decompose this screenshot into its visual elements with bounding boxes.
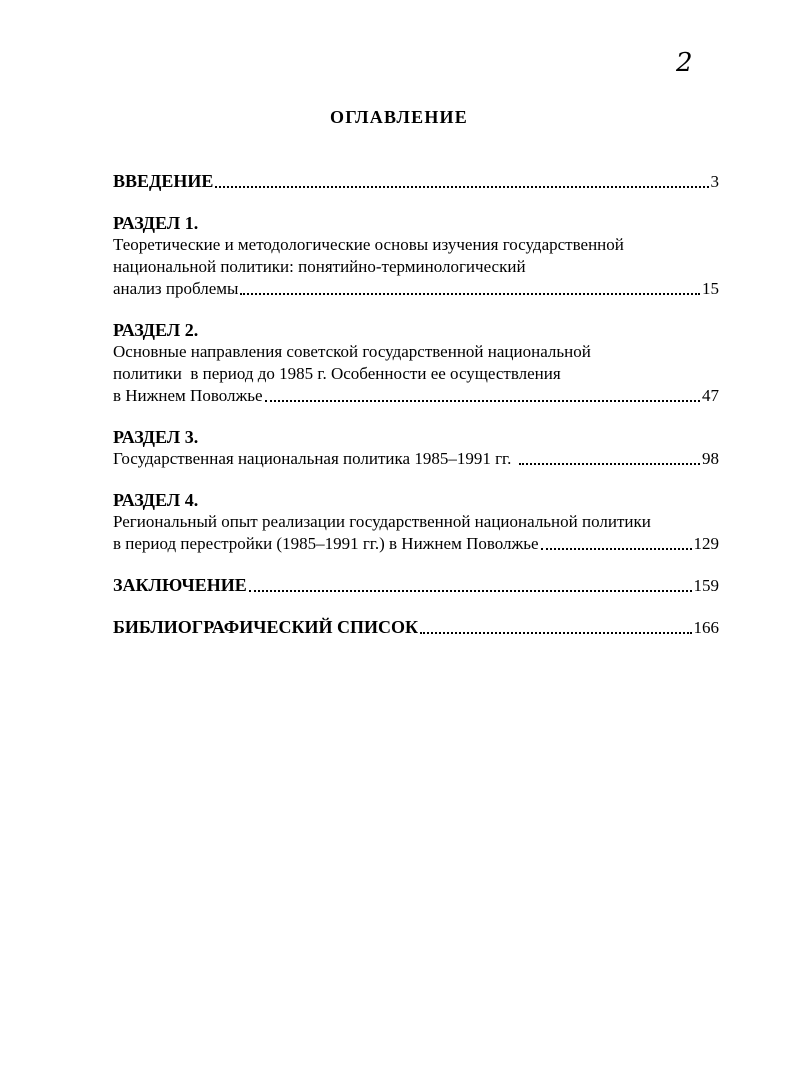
- toc-entry-section-3[interactable]: [113, 426, 719, 470]
- toc-page-number: 3: [710, 172, 719, 191]
- section-title-line: Основные направления советской государственной национальной: [113, 342, 591, 361]
- dot-leader: [240, 293, 700, 295]
- toc-entry-label: ЗАКЛЮЧЕНИЕ: [113, 575, 247, 595]
- section-heading: РАЗДЕЛ 3.: [113, 427, 199, 447]
- toc-entry-section-4[interactable]: [113, 489, 719, 555]
- toc-page-number: 15: [702, 279, 719, 298]
- toc-entry-bibliography[interactable]: [113, 616, 719, 639]
- toc-entry-section-1[interactable]: [113, 212, 719, 300]
- toc-entry-conclusion[interactable]: [113, 574, 719, 597]
- section-title-line: политики в период до 1985 г. Особенности ее осуществления: [113, 364, 561, 383]
- section-heading: РАЗДЕЛ 4.: [113, 490, 199, 510]
- section-title-line: Теоретические и методологические основы изучения государственной: [113, 235, 624, 254]
- section-title-line: Государственная национальная политика 1985–1991 гг.: [113, 449, 512, 468]
- handwritten-page-number: 2: [676, 48, 693, 78]
- dot-leader: [420, 632, 691, 634]
- dot-leader: [265, 400, 700, 402]
- section-title-line: в Нижнем Поволжье: [113, 386, 263, 405]
- toc-page-number: 129: [693, 534, 719, 553]
- table-of-contents: [113, 170, 719, 639]
- dot-leader: [249, 590, 692, 592]
- toc-page-number: 98: [702, 449, 719, 468]
- toc-entry-intro[interactable]: [113, 170, 719, 193]
- toc-page-number: 47: [702, 386, 719, 405]
- toc-entry-section-2[interactable]: [113, 319, 719, 407]
- section-title-line: в период перестройки (1985–1991 гг.) в Нижнем Поволжье: [113, 534, 539, 553]
- dot-leader: [541, 548, 692, 550]
- toc-title: ОГЛАВЛЕНИЕ: [330, 107, 468, 127]
- section-heading: РАЗДЕЛ 2.: [113, 320, 199, 340]
- section-title-line: национальной политики: понятийно-терминологический: [113, 257, 526, 276]
- dot-leader: [215, 186, 708, 188]
- toc-entry-label: БИБЛИОГРАФИЧЕСКИЙ СПИСОК: [113, 617, 419, 637]
- section-title-line: Региональный опыт реализации государственной национальной политики: [113, 512, 651, 531]
- toc-entry-label: ВВЕДЕНИЕ: [113, 171, 214, 191]
- toc-page-number: 159: [693, 576, 719, 595]
- toc-page-number: 166: [693, 618, 719, 637]
- section-heading: РАЗДЕЛ 1.: [113, 213, 199, 233]
- dot-leader: [519, 463, 700, 465]
- section-title-line: анализ проблемы: [113, 279, 239, 298]
